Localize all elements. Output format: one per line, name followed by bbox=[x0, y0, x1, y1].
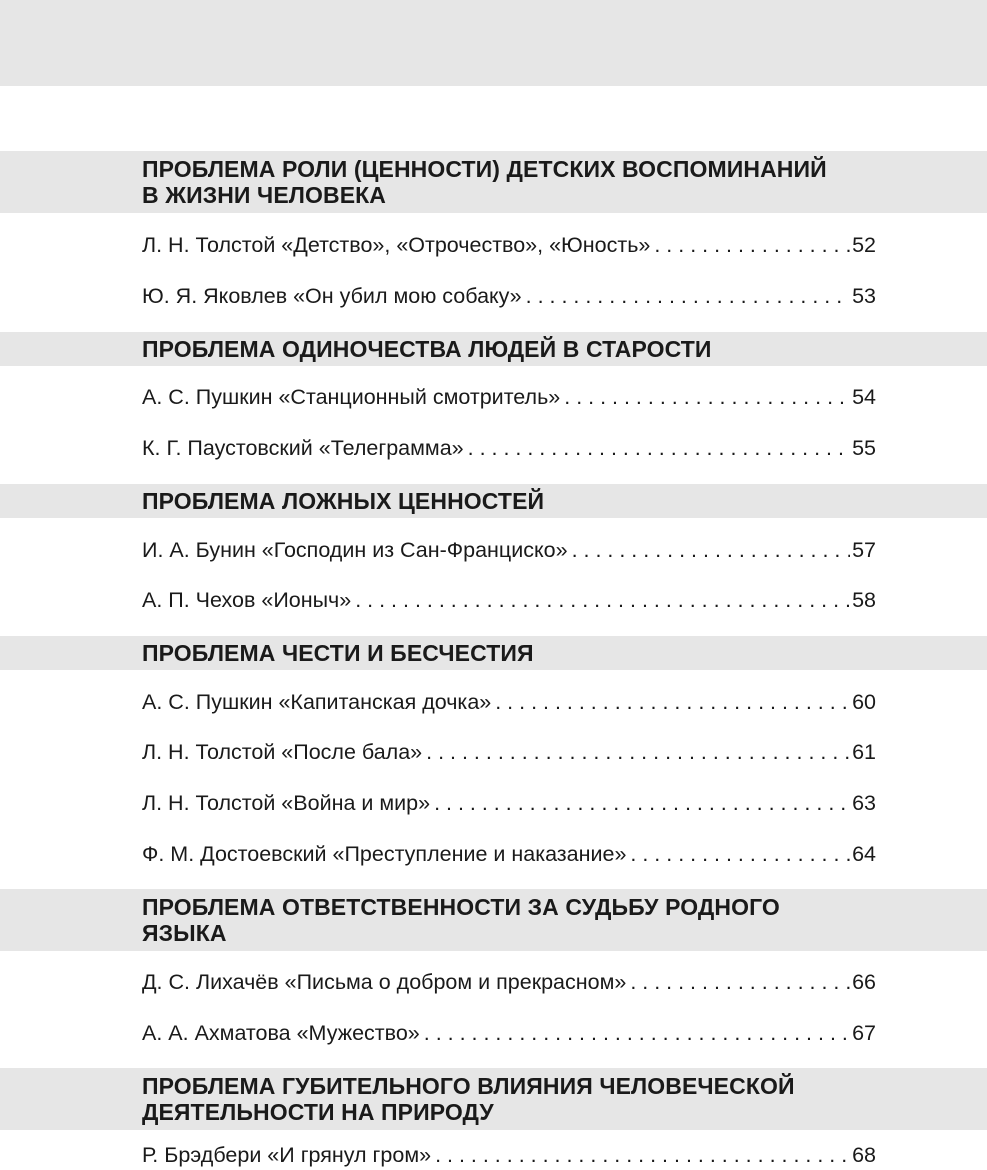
section-heading bbox=[0, 889, 987, 951]
toc-entry[interactable] bbox=[142, 737, 876, 767]
toc-entry[interactable] bbox=[142, 1140, 876, 1170]
dot-leader bbox=[564, 382, 850, 412]
toc-entry[interactable] bbox=[142, 1018, 876, 1048]
entry-title: Ф. М. Достоевский «Преступление и наказание» bbox=[142, 839, 630, 869]
section-title-line: ПРОБЛЕМА ЧЕСТИ И БЕСЧЕСТИЯ bbox=[142, 640, 534, 666]
section-title-line: ПРОБЛЕМА ОДИНОЧЕСТВА ЛЮДЕЙ В СТАРОСТИ bbox=[142, 336, 712, 362]
section-title bbox=[142, 336, 712, 362]
entry-page-number: 52 bbox=[852, 233, 876, 257]
dot-leader bbox=[355, 585, 850, 615]
section-title-line: ПРОБЛЕМА ГУБИТЕЛЬНОГО ВЛИЯНИЯ ЧЕЛОВЕЧЕСКОЙ bbox=[142, 1073, 795, 1099]
toc-entry[interactable] bbox=[142, 230, 876, 260]
entry-page-number: 64 bbox=[852, 842, 876, 866]
entry-page-number: 54 bbox=[852, 385, 876, 409]
section-heading bbox=[0, 332, 987, 366]
toc-entry[interactable] bbox=[142, 788, 876, 818]
entry-page-number: 60 bbox=[852, 690, 876, 714]
entry-title: А. С. Пушкин «Капитанская дочка» bbox=[142, 687, 495, 717]
section-title-line: ДЕЯТЕЛЬНОСТИ НА ПРИРОДУ bbox=[142, 1099, 494, 1125]
entry-page-number: 66 bbox=[852, 970, 876, 994]
entry-page-number: 55 bbox=[852, 436, 876, 460]
section-title bbox=[142, 156, 827, 208]
dot-leader bbox=[434, 788, 850, 818]
entry-title: Д. С. Лихачёв «Письма о добром и прекрасном» bbox=[142, 967, 630, 997]
section-title bbox=[142, 488, 544, 514]
entry-title: Л. Н. Толстой «Война и мир» bbox=[142, 788, 434, 818]
entry-page-number: 53 bbox=[852, 284, 876, 308]
entry-page-number: 63 bbox=[852, 791, 876, 815]
section-heading bbox=[0, 1068, 987, 1130]
section-title-line: ПРОБЛЕМА ОТВЕТСТВЕННОСТИ ЗА СУДЬБУ РОДНОГО bbox=[142, 894, 780, 920]
section-title-line: ПРОБЛЕМА ЛОЖНЫХ ЦЕННОСТЕЙ bbox=[142, 488, 545, 514]
entry-page-number: 58 bbox=[852, 588, 876, 612]
toc-entry[interactable] bbox=[142, 382, 876, 412]
entry-title: Л. Н. Толстой «После бала» bbox=[142, 737, 426, 767]
dot-leader bbox=[630, 839, 850, 869]
toc-entry[interactable] bbox=[142, 281, 876, 311]
toc-entry[interactable] bbox=[142, 967, 876, 997]
dot-leader bbox=[630, 967, 850, 997]
section-title bbox=[142, 1073, 795, 1125]
dot-leader bbox=[526, 281, 850, 311]
section-title-line: ЯЗЫКА bbox=[142, 920, 227, 946]
entry-title: К. Г. Паустовский «Телеграмма» bbox=[142, 433, 468, 463]
entry-title: Ю. Я. Яковлев «Он убил мою собаку» bbox=[142, 281, 526, 311]
entry-page-number: 68 bbox=[852, 1143, 876, 1167]
toc-entry[interactable] bbox=[142, 433, 876, 463]
dot-leader bbox=[424, 1018, 850, 1048]
section-heading bbox=[0, 636, 987, 670]
section-heading bbox=[0, 151, 987, 213]
section-title bbox=[142, 640, 534, 666]
dot-leader bbox=[495, 687, 850, 717]
entry-title: А. А. Ахматова «Мужество» bbox=[142, 1018, 424, 1048]
entry-title: А. П. Чехов «Ионыч» bbox=[142, 585, 355, 615]
dot-leader bbox=[468, 433, 850, 463]
header-band bbox=[0, 0, 987, 86]
section-title-line: ПРОБЛЕМА РОЛИ (ЦЕННОСТИ) ДЕТСКИХ ВОСПОМИНАНИЙ bbox=[142, 156, 827, 182]
toc-entry[interactable] bbox=[142, 839, 876, 869]
section-heading bbox=[0, 484, 987, 518]
entry-title: Л. Н. Толстой «Детство», «Отрочество», «Юность» bbox=[142, 230, 654, 260]
entry-page-number: 67 bbox=[852, 1021, 876, 1045]
dot-leader bbox=[572, 535, 851, 565]
entry-title: И. А. Бунин «Господин из Сан-Франциско» bbox=[142, 535, 572, 565]
entry-title: А. С. Пушкин «Станционный смотритель» bbox=[142, 382, 564, 412]
entry-page-number: 57 bbox=[852, 538, 876, 562]
toc-entry[interactable] bbox=[142, 687, 876, 717]
toc-entry[interactable] bbox=[142, 535, 876, 565]
entry-page-number: 61 bbox=[852, 740, 876, 764]
section-title bbox=[142, 894, 780, 946]
dot-leader bbox=[426, 737, 850, 767]
section-title-line: В ЖИЗНИ ЧЕЛОВЕКА bbox=[142, 182, 386, 208]
toc-entry[interactable] bbox=[142, 585, 876, 615]
dot-leader bbox=[435, 1140, 850, 1170]
dot-leader bbox=[654, 230, 850, 260]
entry-title: Р. Брэдбери «И грянул гром» bbox=[142, 1140, 435, 1170]
